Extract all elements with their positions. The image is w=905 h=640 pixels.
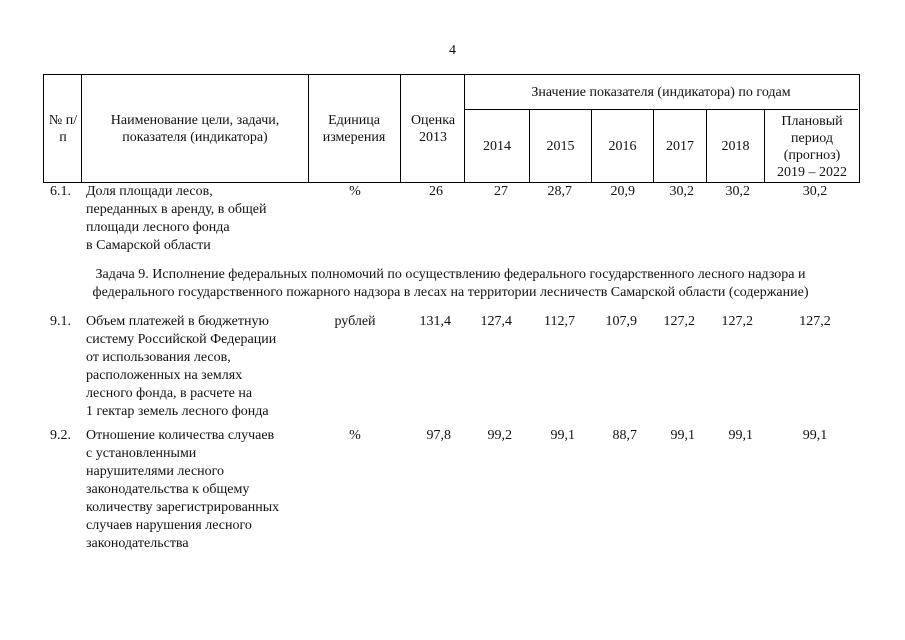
row-value-2014: 27 bbox=[494, 184, 508, 199]
row-estimate: 26 bbox=[429, 184, 443, 199]
header-plan-period: Плановый период (прогноз) 2019 – 2022 bbox=[777, 114, 847, 180]
row-value-2017: 30,2 bbox=[669, 184, 694, 199]
row-name-line: в Самарской области bbox=[86, 238, 211, 253]
row-value-2016: 88,7 bbox=[612, 428, 637, 443]
page-number: 4 bbox=[449, 43, 456, 58]
row-name-line: Отношение количества случаев bbox=[86, 428, 275, 443]
header-col-name: Наименование цели, задачи, показателя (индикатора) bbox=[110, 113, 280, 145]
row-name-line: от использования лесов, bbox=[86, 350, 231, 365]
row-value-2017: 99,1 bbox=[670, 428, 695, 443]
row-name-line: с установленными bbox=[86, 446, 197, 461]
row-name-line: Объем платежей в бюджетную bbox=[86, 314, 269, 329]
header-year-2014: 2014 bbox=[483, 139, 511, 154]
row-plan: 99,1 bbox=[802, 428, 828, 443]
row-name bbox=[86, 183, 316, 255]
row-name-line: законодательства bbox=[86, 536, 189, 551]
header-year-2015: 2015 bbox=[546, 139, 575, 154]
row-plan: 30,2 bbox=[802, 184, 828, 199]
header-year-2017: 2017 bbox=[666, 139, 694, 154]
row-value-2015: 28,7 bbox=[547, 184, 572, 199]
row-value-2018: 30,2 bbox=[725, 184, 750, 199]
row-unit: % bbox=[349, 428, 361, 443]
header-col-unit: Единица измерения bbox=[322, 113, 386, 145]
row-value-2014: 127,4 bbox=[480, 314, 512, 329]
row-name-line: Доля площади лесов, bbox=[86, 184, 213, 199]
row-name-line: количеству зарегистрированных bbox=[86, 500, 280, 515]
header-year-2018: 2018 bbox=[721, 139, 750, 154]
row-name-line: случаев нарушения лесного bbox=[86, 518, 252, 533]
row-name-line: систему Российской Федерации bbox=[86, 332, 277, 347]
row-value-2015: 99,1 bbox=[550, 428, 575, 443]
row-name-line: лесного фонда, в расчете на bbox=[86, 386, 253, 401]
row-value-2014: 99,2 bbox=[487, 428, 512, 443]
row-plan: 127,2 bbox=[799, 314, 831, 329]
row-estimate: 131,4 bbox=[419, 314, 451, 329]
header-col-number: № п/п bbox=[48, 113, 78, 145]
row-name-line: законодательства к общему bbox=[86, 482, 250, 497]
row-value-2018: 99,1 bbox=[728, 428, 753, 443]
row-number: 9.1. bbox=[50, 314, 71, 329]
row-value-2017: 127,2 bbox=[663, 314, 695, 329]
row-estimate: 97,8 bbox=[426, 428, 451, 443]
header-year-2016: 2016 bbox=[608, 139, 637, 154]
table-header bbox=[43, 74, 860, 183]
row-name bbox=[86, 427, 316, 553]
row-name-line: нарушителями лесного bbox=[86, 464, 225, 479]
row-name-line: 1 гектар земель лесного фонда bbox=[86, 404, 269, 419]
task-heading-line: федерального государственного пожарного надзора в лесах на территории лесничеств Самарской области (содержание) bbox=[92, 285, 809, 300]
task-heading-line: Задача 9. Исполнение федеральных полномочий по осуществлению федерального государственного лесного надзора и bbox=[95, 267, 806, 282]
row-value-2015: 112,7 bbox=[544, 314, 575, 329]
row-number: 6.1. bbox=[50, 184, 71, 199]
row-name bbox=[86, 313, 316, 421]
row-unit: % bbox=[349, 184, 361, 199]
header-col-estimate: Оценка 2013 bbox=[410, 113, 456, 145]
row-name-line: переданных в аренду, в общей bbox=[86, 202, 267, 217]
row-unit: рублей bbox=[334, 314, 376, 329]
row-value-2016: 20,9 bbox=[610, 184, 635, 199]
row-number: 9.2. bbox=[50, 428, 71, 443]
row-value-2016: 107,9 bbox=[605, 314, 637, 329]
row-value-2018: 127,2 bbox=[721, 314, 753, 329]
header-group-title: Значение показателя (индикатора) по годам bbox=[531, 85, 791, 100]
row-name-line: расположенных на землях bbox=[86, 368, 243, 383]
row-name-line: площади лесного фонда bbox=[86, 220, 230, 235]
